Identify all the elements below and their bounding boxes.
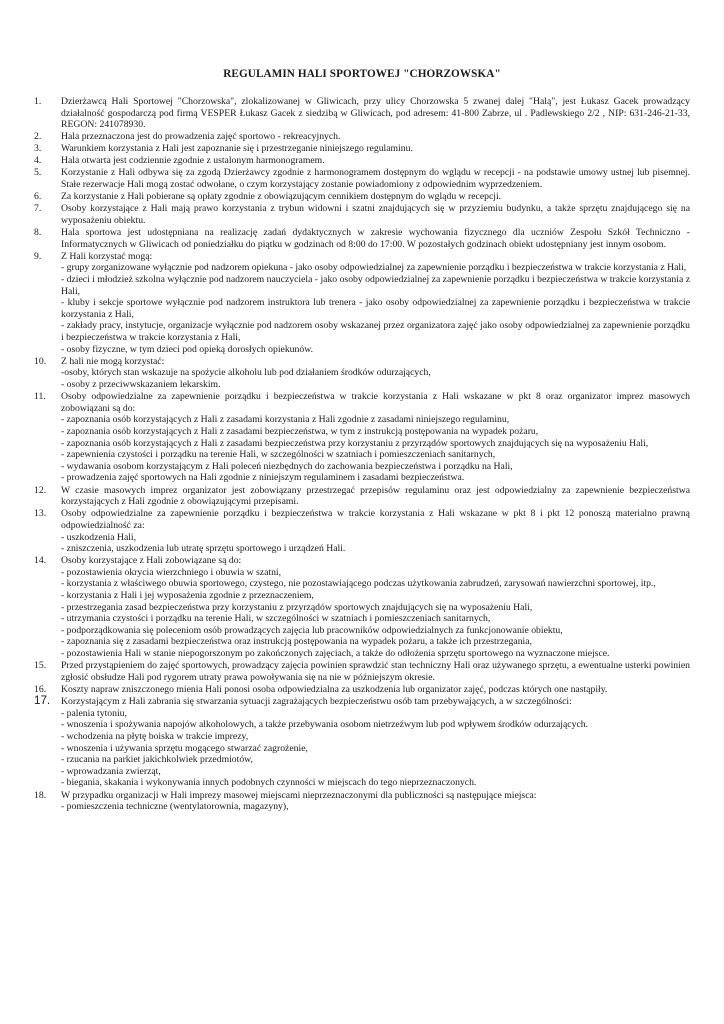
item-text: Przed przystąpieniem do zajęć sportowych, prowadzący zajęcia powinien sprawdzić stan techniczny Hali oraz używanego sprzętu, a ewentualne usterki powinien zgłosić obsłudze Hali pod rygorem utraty prawa powoływania się na nie w późniejszym okresie.: [61, 660, 690, 683]
item-number: 1.: [34, 96, 42, 107]
regulation-item: [34, 555, 690, 659]
item-subpoint: - pozostawienia Hali w stanie niepogorszonym po zakończonych zajęciach, a także do odłożenia sprzętu sportowego na wyznaczone miejsce.: [61, 648, 610, 660]
regulation-item: [34, 131, 690, 143]
item-text: W czasie masowych imprez organizator jest zobowiązany przestrzegać przepisów regulaminu oraz jest odpowiedzialny za zapewnienie bezpieczeństwa korzystających z Hali zgodnie z obowiązującymi przepisami.: [61, 484, 690, 508]
item-text: Z hali nie mogą korzystać:: [61, 355, 165, 367]
item-subpoint: - grupy zorganizowane wyłącznie pod nadzorem opiekuna - jako osoby odpowiedzialnej za zapewnienie porządku i bezpieczeństwa w trakcie korzystania z Hali,: [61, 262, 687, 274]
regulation-item: [34, 696, 690, 789]
item-subpoint: - osoby z przeciwwskazaniem lekarskim.: [61, 379, 221, 390]
item-text: Osoby odpowiedzialne za zapewnienie porządku i bezpieczeństwa w trakcie korzystania z Hali wskazane w pkt 8 i pkt 12 ponoszą materialno prawną odpowiedzialność za:: [61, 508, 690, 531]
item-subpoint: - utrzymania czystości i porządku na terenie Hali, w szczególności w szatniach i pomieszczeniach sanitarnych,: [61, 613, 491, 625]
item-text: Warunkiem korzystania z Hali jest zapoznanie się i przestrzeganie niniejszego regulaminu.: [61, 142, 413, 154]
item-text: W przypadku organizacji w Hali imprezy masowej miejscami nieprzeznaczonymi dla publiczności są następujące miejsca:: [61, 789, 537, 801]
item-subpoint: - palenia tytoniu,: [61, 707, 127, 719]
item-subpoint: - przestrzegania zasad bezpieczeństwa przy korzystaniu z przyrządów sportowych znajdujących się na wyposażeniu Hali,: [61, 601, 533, 613]
item-number: 13.: [34, 508, 47, 520]
item-text: Za korzystanie z Hali pobierane są opłaty zgodnie z obowiązującym cennikiem dostępnym do wglądu w recepcji.: [61, 191, 502, 203]
item-subpoint: - zapewnienia czystości i porządku na terenie Hali, w szczególności w szatniach i pomieszczeniach sanitarnych,: [61, 449, 496, 461]
item-number: 14.: [34, 555, 47, 567]
item-subpoint: - rzucania na parkiet jakichkolwiek przedmiotów,: [61, 754, 253, 766]
item-number: 7.: [34, 203, 42, 215]
regulation-item: [34, 227, 690, 250]
item-subpoint: - biegania, skakania i wykonywania innych podobnych czynności w miejscach do tego nieprzeznaczonych.: [61, 777, 477, 789]
regulation-item: [34, 790, 690, 813]
regulation-item: [34, 155, 690, 167]
item-number: 5.: [34, 167, 42, 179]
item-text: Osoby korzystające z Hali mają prawo korzystania z trybun widowni i szatni znajdujących się w przyziemiu budynku, a także sprzętu znajdującego się na wyposażeniu obiektu.: [61, 203, 690, 226]
item-number: 8.: [34, 227, 42, 239]
document-title: REGULAMIN HALI SPORTOWEJ "CHORZOWSKA": [223, 68, 501, 80]
regulation-list: [34, 96, 690, 813]
regulation-item: [34, 203, 690, 226]
item-number: 3.: [34, 142, 42, 154]
regulation-item: [34, 143, 690, 155]
item-subpoint: - podporządkowania się poleceniom osób prowadzących zajęcia lub pracowników odpowiedzialnych za funkcjonowanie obiektu,: [61, 624, 563, 636]
regulation-item: [34, 485, 690, 508]
item-subpoint: - zapoznania osób korzystających z Hali z zasadami bezpieczeństwa przy korzystaniu z przyrządów sportowych znajdujących się na wyposażeniu Hali,: [61, 437, 649, 449]
item-number: 9.: [34, 250, 42, 262]
item-number: 4.: [34, 155, 42, 167]
item-subpoint: - zniszczenia, uszkodzenia lub utratę sprzętu sportowego i urządzeń Hali.: [61, 543, 346, 555]
item-text: Dzierżawcą Hali Sportowej "Chorzowska", zlokalizowanej w Gliwicach, przy ulicy Chorzowska 5 zwanej dalej "Halą", jest Łukasz Gacek prowadzący działalność gospodarczą pod firmą VESPER Łukasz Gacek z siedzibą w Gliwicach, pod adresem: 41-800 Zabrze, ul . Padlewskiego 2/2 , NIP: 631-246-21-33, REGON: 241078930.: [61, 96, 690, 131]
regulation-item: [34, 508, 690, 554]
item-subpoint: - zakłady pracy, instytucje, organizacje wyłącznie pod nadzorem osoby wskazanej przez organizatora zajęć jako osoby odpowiedzialnej za zapewnienie porządku i bezpieczeństwa w trakcie korzystania z Hali,: [61, 320, 690, 344]
item-subpoint: - kluby i sekcje sportowe wyłącznie pod nadzorem instruktora lub trenera - jako osoby odpowiedzialnej za zapewnienie porządku i bezpieczeństwa w trakcie korzystania z Hali,: [61, 297, 690, 320]
item-text: Korzystanie z Hali odbywa się za zgodą Dzierżawcy zgodnie z harmonogramem dostępnym do wglądu w recepcji - na podstawie umowy ustnej lub pisemnej. Stałe rezerwacje Hali mogą zostać odwołane, o czym korzystający zostanie powiadomiony z odpowiednim wyprzedzeniem.: [61, 167, 690, 190]
item-subpoint: - wnoszenia i spożywania napojów alkoholowych, a także przebywania osobom nietrzeźwym lub pod wpływem środków odurzających.: [61, 719, 589, 731]
item-number: 18.: [34, 789, 47, 801]
item-number: 16.: [34, 684, 47, 695]
item-text: Z Hali korzystać mogą:: [61, 250, 153, 262]
item-number: 6.: [34, 191, 42, 203]
item-text: Korzystającym z Hali zabrania się stwarzania sytuacji zagrażających bezpieczeństwu osób tam przebywających, a w szczególności:: [61, 696, 572, 708]
item-subpoint: - osoby fizyczne, w tym dzieci pod opieką dorosłych opiekunów.: [61, 343, 313, 355]
item-subpoint: - korzystania z Hali i jej wyposażenia zgodnie z przeznaczeniem,: [61, 590, 314, 602]
item-number: 15.: [34, 660, 47, 672]
item-subpoint: - uszkodzenia Hali,: [61, 531, 137, 543]
item-subpoint: - wydawania osobom korzystającym z Hali poleceń niezbędnych do zachowania bezpieczeństwa i porządku na Hali,: [61, 460, 513, 472]
item-subpoint: - pozostawienia okrycia wierzchniego i obuwia w szatni,: [61, 566, 282, 578]
item-text: Osoby odpowiedzialne za zapewnienie porządku i bezpieczeństwa w trakcie korzystania z Hali wskazane w pkt 8 oraz organizator imprez masowych zobowiązani są do:: [61, 391, 690, 414]
regulation-item: [34, 356, 690, 391]
regulation-item: [34, 684, 690, 696]
regulation-item: [34, 660, 690, 683]
item-subpoint: - korzystania z właściwego obuwia sportowego, czystego, nie pozostawiającego podczas użytkowania zabrudzeń, zarysowań nawierzchni sportowej, itp.,: [61, 578, 656, 590]
item-subpoint: - prowadzenia zajęć sportowych na Hali zgodnie z niniejszym regulaminem i zasadami bezpieczeństwa.: [61, 472, 465, 484]
item-text: Hala przeznaczona jest do prowadzenia zajęć sportowo - rekreacyjnych.: [61, 130, 341, 142]
item-text: Koszty napraw zniszczonego mienia Hali ponosi osoba odpowiedzialna za uszkodzenia lub organizator zajęć, podczas których one nastąpiły.: [61, 684, 608, 695]
item-subpoint: - zapoznania się z zasadami bezpieczeństwa oraz instrukcją postępowania na wypadek pożaru, a także ich przestrzegania,: [61, 636, 532, 648]
item-number: 17.: [34, 694, 51, 708]
item-subpoint: - zapoznania osób korzystających z Hali z zasadami bezpieczeństwa, w tym z instrukcją postępowania na wypadek pożaru,: [61, 425, 539, 437]
regulation-item: [34, 167, 690, 190]
item-text: Osoby korzystające z Hali zobowiązane są do:: [61, 555, 242, 567]
item-subpoint: - pomieszczenia techniczne (wentylatorownia, magazyny),: [61, 801, 289, 813]
regulation-item: [34, 251, 690, 355]
regulation-item: [34, 96, 690, 131]
regulation-item: [34, 191, 690, 203]
item-subpoint: -osoby, których stan wskazuje na spożycie alkoholu lub pod działaniem środków odurzających,: [61, 367, 431, 379]
item-number: 10.: [34, 355, 47, 367]
item-text: Hala sportowa jest udostępniana na realizację zadań dydaktycznych w zakresie wychowania fizycznego dla uczniów Zespołu Szkół Techniczno - Informatycznych w Gliwicach od poniedziałku do piątku w godzinach od 8:00 do 17:00. W pozostałych godzinach obiekt udostępniany jest innym osobom.: [61, 227, 690, 250]
item-number: 11.: [34, 391, 46, 403]
item-subpoint: - wprowadzania zwierząt,: [61, 765, 161, 777]
item-number: 2.: [34, 130, 42, 142]
item-text: Hala otwarta jest codziennie zgodnie z ustalonym harmonogramem.: [61, 155, 325, 167]
item-subpoint: - zapoznania osób korzystających z Hali z zasadami korzystania z Hali zgodnie z zasadami niniejszego regulaminu,: [61, 414, 510, 426]
item-subpoint: - dzieci i młodzież szkolna wyłącznie pod nadzorem nauczyciela - jako osoby odpowiedzialnej za zapewnienie porządku i bezpieczeństwa w trakcie korzystania z Hali,: [61, 274, 690, 297]
item-subpoint: - wchodzenia na płytę boiska w trakcie imprezy,: [61, 730, 249, 742]
item-number: 12.: [34, 484, 47, 496]
regulation-item: [34, 391, 690, 484]
item-subpoint: - wnoszenia i używania sprzętu mogącego stwarzać zagrożenie,: [61, 742, 308, 754]
